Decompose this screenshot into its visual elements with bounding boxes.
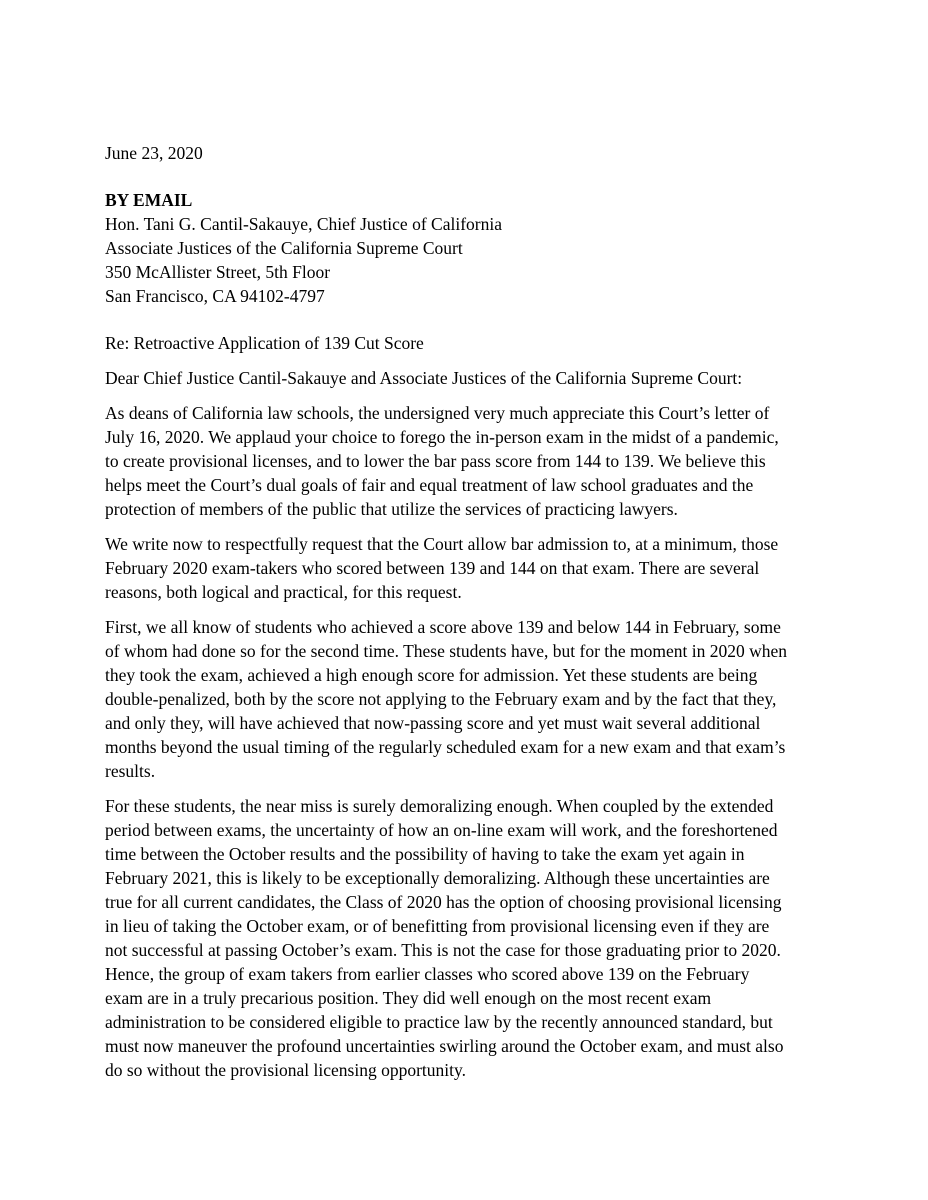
body-paragraph-3: [105, 615, 825, 783]
paragraph-line: to create provisional licenses, and to lower the bar pass score from 144 to 139. We believe this: [105, 451, 766, 471]
paragraph-line: exam are in a truly precarious position. They did well enough on the most recent exam: [105, 988, 712, 1008]
paragraph-line: and only they, will have achieved that now-passing score and yet must wait several additional: [105, 713, 761, 733]
recipient-city: San Francisco, CA 94102-4797: [105, 286, 325, 306]
body-paragraph-1: [105, 401, 825, 521]
paragraph-line: in lieu of taking the October exam, or of benefitting from provisional licensing even if they are: [105, 916, 770, 936]
paragraph-line: time between the October results and the possibility of having to take the exam yet again in: [105, 844, 745, 864]
paragraph-line: Hence, the group of exam takers from earlier classes who scored above 139 on the February: [105, 964, 750, 984]
paragraph-line: true for all current candidates, the Class of 2020 has the option of choosing provisional licensing: [105, 892, 782, 912]
paragraph-line: February 2020 exam-takers who scored between 139 and 144 on that exam. There are several: [105, 558, 760, 578]
paragraph-line: protection of members of the public that utilize the services of practicing lawyers.: [105, 499, 678, 519]
paragraph-line: of whom had done so for the second time. These students have, but for the moment in 2020 when: [105, 641, 788, 661]
recipient-block: [105, 188, 825, 308]
body-paragraph-2: [105, 532, 825, 604]
paragraph-line: not successful at passing October’s exam. This is not the case for those graduating prior to 2020.: [105, 940, 781, 960]
paragraph-line: months beyond the usual timing of the regularly scheduled exam for a new exam and that exam’s: [105, 737, 786, 757]
letter-date: June 23, 2020: [105, 143, 203, 163]
paragraph-line: reasons, both logical and practical, for this request.: [105, 582, 462, 602]
paragraph-line: results.: [105, 761, 156, 781]
paragraph-line: helps meet the Court’s dual goals of fair and equal treatment of law school graduates and the: [105, 475, 754, 495]
paragraph-line: For these students, the near miss is surely demoralizing enough. When coupled by the extended: [105, 796, 774, 816]
paragraph-line: February 2021, this is likely to be exceptionally demoralizing. Although these uncertainties are: [105, 868, 770, 888]
body-paragraph-4: [105, 794, 825, 1082]
delivery-method: BY EMAIL: [105, 190, 193, 210]
paragraph-line: July 16, 2020. We applaud your choice to forego the in-person exam in the midst of a pandemic,: [105, 427, 779, 447]
recipient-court: Associate Justices of the California Supreme Court: [105, 238, 463, 258]
paragraph-line: they took the exam, achieved a high enough score for admission. Yet these students are being: [105, 665, 758, 685]
paragraph-line: administration to be considered eligible to practice law by the recently announced standard, but: [105, 1012, 773, 1032]
paragraph-line: double-penalized, both by the score not applying to the February exam and by the fact that they,: [105, 689, 777, 709]
paragraph-line: As deans of California law schools, the undersigned very much appreciate this Court’s letter of: [105, 403, 770, 423]
subject-line: Re: Retroactive Application of 139 Cut Score: [105, 333, 424, 353]
letter-page: [105, 141, 825, 1082]
paragraph-line: must now maneuver the profound uncertainties swirling around the October exam, and must also: [105, 1036, 784, 1056]
paragraph-line: We write now to respectfully request that the Court allow bar admission to, at a minimum, those: [105, 534, 779, 554]
paragraph-line: do so without the provisional licensing opportunity.: [105, 1060, 466, 1080]
recipient-street: 350 McAllister Street, 5th Floor: [105, 262, 331, 282]
salutation: Dear Chief Justice Cantil-Sakauye and Associate Justices of the California Supreme Court:: [105, 368, 743, 388]
recipient-name: Hon. Tani G. Cantil-Sakauye, Chief Justice of California: [105, 214, 502, 234]
paragraph-line: First, we all know of students who achieved a score above 139 and below 144 in February, some: [105, 617, 781, 637]
paragraph-line: period between exams, the uncertainty of how an on-line exam will work, and the foreshortened: [105, 820, 778, 840]
